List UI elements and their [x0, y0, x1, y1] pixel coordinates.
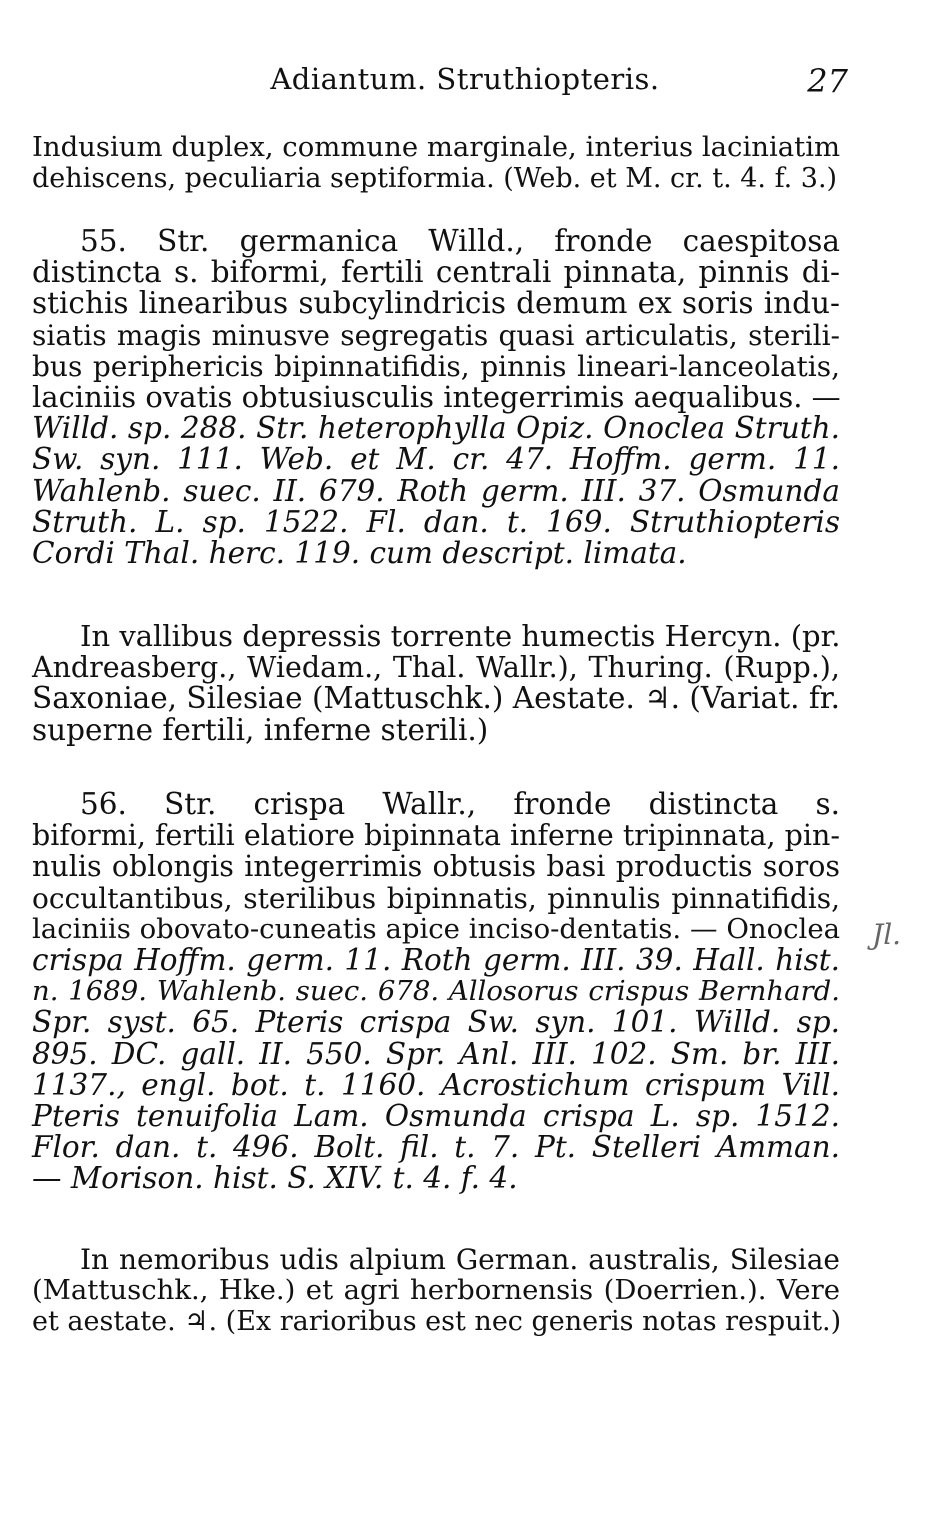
- text-line: laciniis obovato-cuneatis apice inciso-dentatis. — Onoclea: [32, 912, 840, 945]
- citation-line: Struth. L. sp. 1522. Fl. dan. t. 169. Struthiopteris: [32, 504, 840, 539]
- text-line: Andreasberg., Wiedam., Thal. Wallr.), Thuring. (Rupp.),: [32, 651, 840, 685]
- text-line: occultantibus, sterilibus bipinnatis, pinnulis pinnatifidis,: [32, 881, 840, 915]
- page-number: 27: [807, 62, 848, 100]
- text-line: siatis magis minusve segregatis quasi articulatis, sterili-: [32, 318, 840, 352]
- text-line: In vallibus depressis torrente humectis Hercyn. (pr.: [80, 619, 841, 653]
- handwritten-margin-note: Jl.: [872, 918, 902, 951]
- running-title: Adiantum. Struthiopteris.: [270, 62, 660, 96]
- intro-paragraph: [32, 132, 840, 194]
- citation-line: crispa Hoffm. germ. 11. Roth germ. III. 39. Hall. hist.: [32, 943, 840, 978]
- species-heading-55: 55. Str. germanica Willd., fronde caespitosa: [80, 224, 840, 258]
- species-entry-56: [32, 789, 840, 1195]
- text-line: Indusium duplex, commune marginale, interius laciniatim: [32, 131, 841, 163]
- text-line: stichis linearibus subcylindricis demum ex soris indu-: [32, 286, 840, 321]
- citation-line: — Morison. hist. S. XIV. t. 4. f. 4.: [32, 1161, 518, 1196]
- text-line: biformi, fertili elatiore bipinnata inferne tripinnata, pin-: [32, 819, 840, 853]
- text-line: distincta s. biformi, fertili centrali pinnata, pinnis di-: [32, 255, 840, 290]
- citation-line: Flor. dan. t. 496. Bolt. fil. t. 7. Pt. Stelleri Amman.: [32, 1130, 840, 1165]
- citation-line: n. 1689. Wahlenb. suec. 678. Allosorus crispus Bernhard.: [32, 975, 840, 1008]
- text-line: Saxoniae, Silesiae (Mattuschk.) Aestate. ♃. (Variat. fr.: [32, 681, 840, 716]
- citation-line: Willd. sp. 288. Str. heterophylla Opiz. Onoclea Struth.: [32, 411, 840, 446]
- species-heading-56: 56. Str. crispa Wallr., fronde distincta s.: [80, 787, 840, 821]
- citation-line: 895. DC. gall. II. 550. Spr. Anl. III. 102. Sm. br. III.: [32, 1036, 840, 1071]
- species-entry-55: [32, 226, 840, 569]
- citation-line: Sw. syn. 111. Web. et M. cr. 47. Hoffm. germ. 11.: [32, 442, 840, 477]
- text-line: (Mattuschk., Hke.) et agri herbornensis (Doerrien.). Vere: [32, 1274, 840, 1307]
- text-line: superne fertili, inferne sterili.): [32, 712, 489, 747]
- citation-line: Pteris tenuifolia Lam. Osmunda crispa L. sp. 1512.: [32, 1099, 840, 1134]
- text-line: et aestate. ♃. (Ex rarioribus est nec generis notas respuit.): [32, 1306, 842, 1338]
- page-header: [0, 62, 930, 102]
- habitat-paragraph-56: [32, 1244, 840, 1338]
- citation-line: Wahlenb. suec. II. 679. Roth germ. III. 37. Osmunda: [32, 473, 840, 508]
- text-line: nulis oblongis integerrimis obtusis basi productis soros: [32, 850, 840, 884]
- citation-line: 1137., engl. bot. t. 1160. Acrostichum crispum Vill.: [32, 1067, 840, 1102]
- text-line: bus periphericis bipinnatifidis, pinnis lineari-lanceolatis,: [32, 349, 840, 383]
- citation-line: Cordi Thal. herc. 119. cum descript. limata.: [32, 536, 687, 571]
- text-line: In nemoribus udis alpium German. australis, Silesiae: [80, 1243, 840, 1276]
- citation-line: Spr. syst. 65. Pteris crispa Sw. syn. 101. Willd. sp.: [32, 1005, 840, 1040]
- text-line: dehiscens, peculiaria septiformia. (Web. et M. cr. t. 4. f. 3.): [32, 163, 838, 195]
- habitat-paragraph-55: [32, 621, 840, 746]
- text-line: laciniis ovatis obtusiusculis integerrimis aequalibus. —: [32, 380, 841, 415]
